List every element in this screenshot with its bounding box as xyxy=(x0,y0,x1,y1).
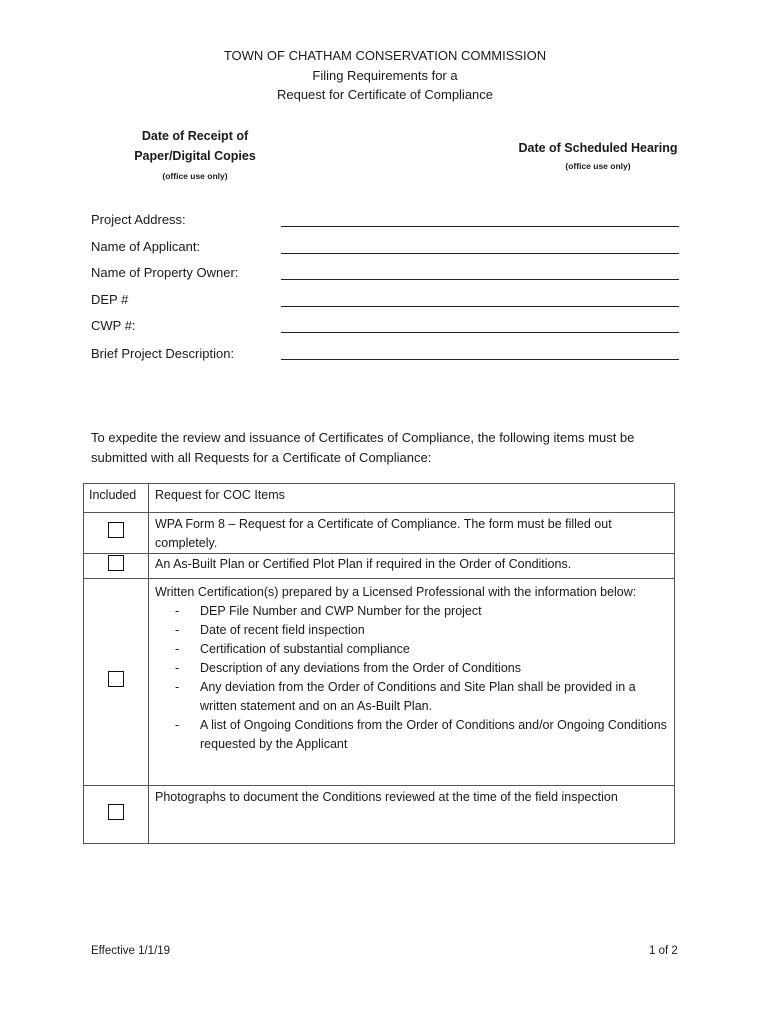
item-photographs: Photographs to document the Conditions reviewed at the time of the field inspection xyxy=(149,786,675,844)
list-item: - A list of Ongoing Conditions from the Order of Conditions and/or Ongoing Conditions requested by the Applicant xyxy=(175,716,668,754)
list-item: - Description of any deviations from the Order of Conditions xyxy=(175,659,668,678)
intro-paragraph: To expedite the review and issuance of Certificates of Compliance, the following items must be submitted with all Requests for a Certificate of Compliance: xyxy=(91,430,635,465)
list-item: - Date of recent field inspection xyxy=(175,621,668,640)
project-address-line[interactable] xyxy=(281,226,679,227)
receipt-label-2: Paper/Digital Copies xyxy=(134,149,256,163)
item-certification xyxy=(149,579,675,786)
applicant-label: Name of Applicant: xyxy=(91,239,201,254)
table-header-row xyxy=(84,484,675,513)
owner-label: Name of Property Owner: xyxy=(91,265,239,280)
list-item: - DEP File Number and CWP Number for the project xyxy=(175,602,668,621)
certification-text: Written Certification(s) prepared by a Licensed Professional with the information below: xyxy=(155,585,637,599)
checkbox-cell xyxy=(84,786,149,844)
page-number: 1 of 2 xyxy=(649,945,678,957)
hearing-office-note: (office use only) xyxy=(565,161,631,171)
checkbox-cell xyxy=(84,513,149,554)
receipt-office-note: (office use only) xyxy=(162,171,228,181)
cwp-line[interactable] xyxy=(281,332,679,333)
list-item: - Certification of substantial compliance xyxy=(175,640,668,659)
effective-date: Effective 1/1/19 xyxy=(91,945,171,957)
project-address-label: Project Address: xyxy=(91,212,186,227)
description-line[interactable] xyxy=(281,359,679,360)
dep-label: DEP # xyxy=(91,292,129,307)
hearing-label: Date of Scheduled Hearing xyxy=(518,141,678,155)
items-column-header: Request for COC Items xyxy=(149,484,675,513)
item-as-built-plan: An As-Built Plan or Certified Plot Plan if required in the Order of Conditions. xyxy=(149,554,675,579)
wpa-form-checkbox[interactable] xyxy=(108,522,124,538)
owner-line[interactable] xyxy=(281,279,679,280)
photographs-checkbox[interactable] xyxy=(108,804,124,820)
dep-line[interactable] xyxy=(281,306,679,307)
receipt-date-block xyxy=(95,126,295,181)
document-subtitle-2: Request for Certificate of Compliance xyxy=(276,87,494,102)
item-wpa-form: WPA Form 8 – Request for a Certificate of Compliance. The form must be filled out completely. xyxy=(149,513,675,554)
requirements-table xyxy=(83,483,675,844)
as-built-plan-checkbox[interactable] xyxy=(108,555,124,571)
applicant-line[interactable] xyxy=(281,253,679,254)
receipt-label-1: Date of Receipt of xyxy=(141,129,249,143)
table-row xyxy=(84,786,675,844)
certification-checkbox[interactable] xyxy=(108,671,124,687)
description-label: Brief Project Description: xyxy=(91,346,235,361)
checkbox-cell xyxy=(84,554,149,579)
checkbox-cell xyxy=(84,579,149,786)
document-title: TOWN OF CHATHAM CONSERVATION COMMISSION xyxy=(223,48,547,63)
certification-list xyxy=(155,602,668,754)
table-row xyxy=(84,513,675,554)
included-column-header: Included xyxy=(84,484,149,513)
hearing-date-block xyxy=(498,138,698,171)
cwp-label: CWP #: xyxy=(91,318,136,333)
list-item: - Any deviation from the Order of Conditions and Site Plan shall be provided in a written statement and on an As-Built Plan. xyxy=(175,678,668,716)
document-subtitle: Filing Requirements for a xyxy=(312,68,458,83)
table-row xyxy=(84,579,675,786)
table-row xyxy=(84,554,675,579)
